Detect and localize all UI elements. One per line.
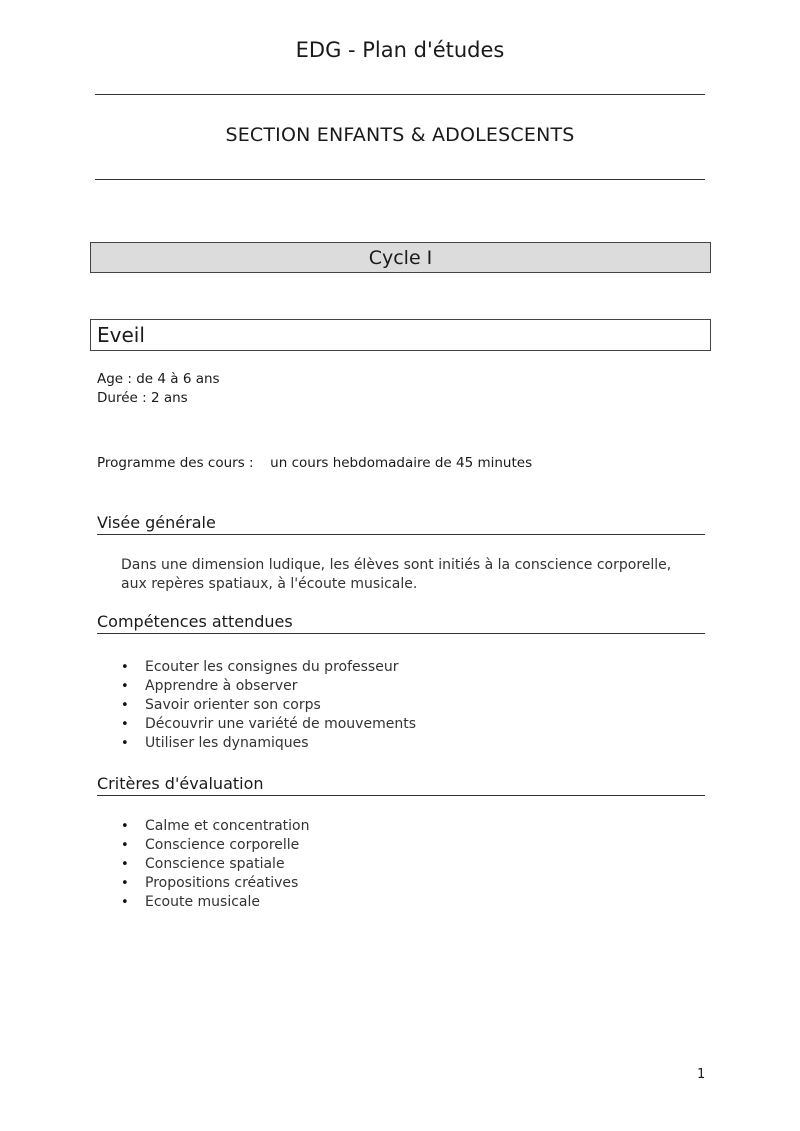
- list-item: • Savoir orienter son corps: [121, 696, 416, 715]
- cycle-label: Cycle I: [368, 247, 433, 269]
- section-title: SECTION ENFANTS & ADOLESCENTS: [225, 124, 575, 146]
- eveil-label: Eveil: [97, 323, 145, 347]
- programme-line: [97, 454, 532, 473]
- visee-paragraph: Dans une dimension ludique, les élèves sont initiés à la conscience corporelle, aux repères spatiaux, à l'écoute musicale.: [121, 557, 672, 592]
- page-number: 1: [697, 1067, 706, 1082]
- list-item: • Découvrir une variété de mouvements: [121, 715, 416, 734]
- document-title: EDG - Plan d'études: [295, 38, 505, 62]
- list-item: • Calme et concentration: [121, 817, 309, 836]
- list-item: • Utiliser les dynamiques: [121, 734, 416, 753]
- list-item: • Propositions créatives: [121, 874, 309, 893]
- cycle-banner: [90, 242, 711, 273]
- programme-label: Programme des cours :: [97, 455, 254, 471]
- list-item: • Conscience spatiale: [121, 855, 309, 874]
- duree-text: Durée : 2 ans: [97, 390, 188, 406]
- section-divider: [95, 179, 705, 180]
- criteres-list: [121, 817, 309, 912]
- eveil-banner: [90, 319, 711, 351]
- list-item: • Apprendre à observer: [121, 677, 416, 696]
- competences-heading: Compétences attendues: [97, 612, 705, 634]
- criteres-heading: Critères d'évaluation: [97, 774, 705, 796]
- competences-list: [121, 658, 416, 753]
- age-text: Age : de 4 à 6 ans: [97, 371, 220, 387]
- list-item: • Ecoute musicale: [121, 893, 309, 912]
- top-divider: [95, 94, 705, 95]
- programme-value: un cours hebdomadaire de 45 minutes: [270, 455, 533, 471]
- list-item: • Conscience corporelle: [121, 836, 309, 855]
- list-item: • Ecouter les consignes du professeur: [121, 658, 416, 677]
- visee-heading: Visée générale: [97, 513, 705, 535]
